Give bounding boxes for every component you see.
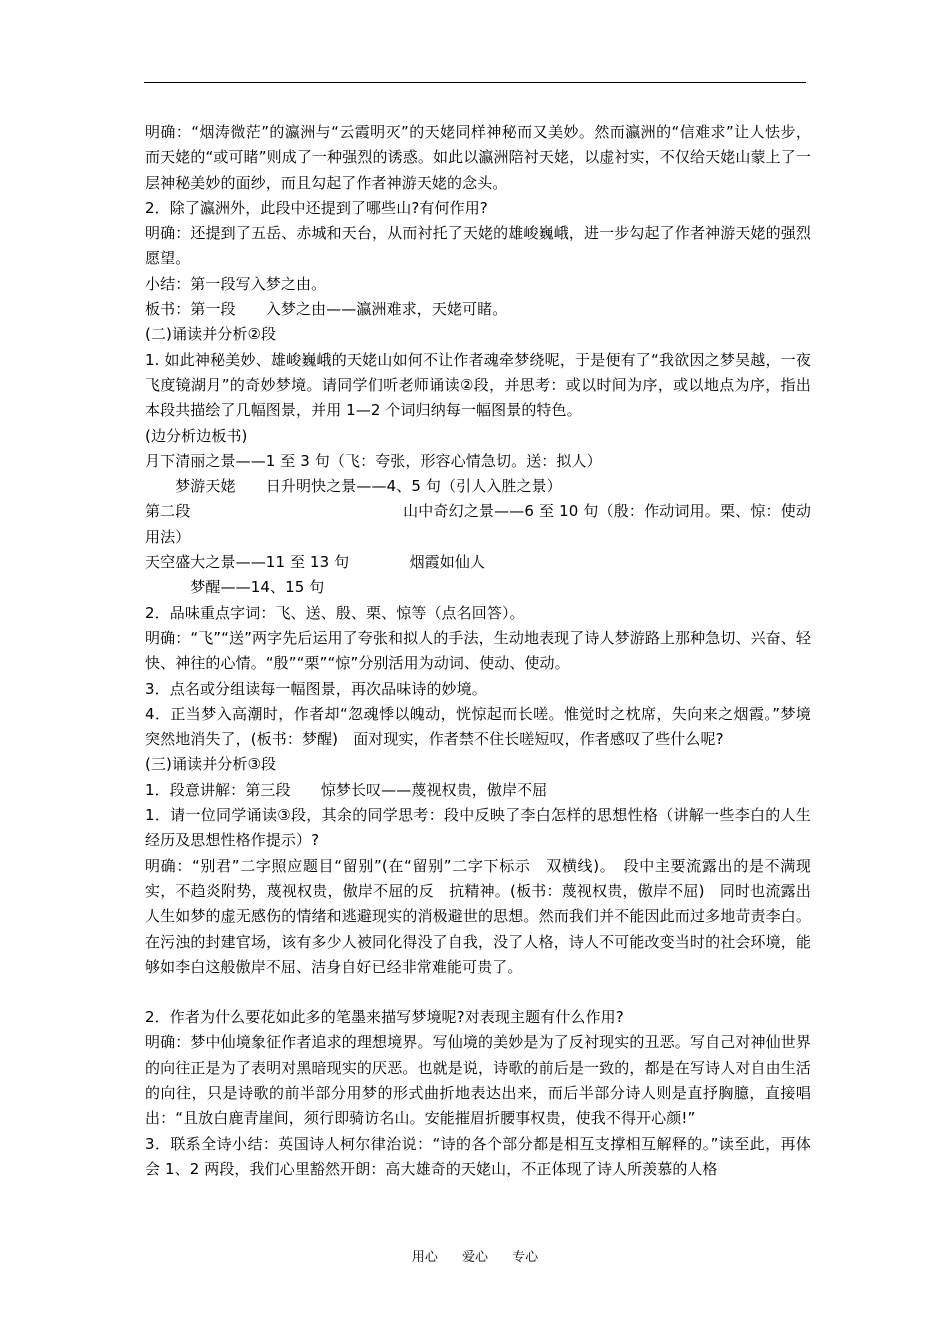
footer-item: 用心 [411, 1250, 438, 1265]
paragraph: 1．请一位同学诵读③段，其余的同学思考：段中反映了李白怎样的思想性格（讲解一些李白的人生经历及思想性格作提示）? [145, 806, 811, 850]
paragraph: 2．品味重点字词：飞、送、殷、栗、惊等（点名回答）。 [145, 603, 525, 622]
board-line: 天空盛大之景——11 至 13 句 烟霞如仙人 [145, 553, 486, 572]
paragraph: 小结：第一段写入梦之由。 [145, 274, 327, 293]
board-line: 梦游天姥 日升明快之景——4、5 句（引人入胜之景） [145, 477, 562, 496]
section-heading: (三)诵读并分析③段 [145, 755, 277, 774]
document-body [145, 120, 811, 1182]
paragraph: 1．段意讲解：第三段 惊梦长叹——蔑视权贵，傲岸不屈 [145, 780, 548, 799]
paragraph: 明确：梦中仙境象征作者追求的理想境界。写仙境的美妙是为了反衬现实的丑恶。写自己对神仙世界的向往正是为了表明对黑暗现实的厌恶。也就是说，诗歌的前后是一致的，都是在写诗人对自由生活的向往，只是诗歌的前半部分用梦的形式曲折地表达出来，而后半部分诗人则是直抒胸臆，直接唱出：“且放白鹿青崖间，须行即骑访名山。安能摧眉折腰事权贵，使我不得开心颜!” [145, 1033, 811, 1128]
paragraph: (边分析边板书) [145, 426, 248, 445]
paragraph: 1. 如此神秘美妙、雄峻巍峨的天姥山如何不让作者魂牵梦绕呢，于是便有了“我欲因之梦吴越，一夜飞度镜湖月”的奇妙梦境。请同学们听老师诵读②段，并思考：或以时间为序，或以地点为序，指出本段共描绘了几幅图景，并用 1—2 个词归纳每一幅图景的特色。 [145, 350, 811, 420]
board-line: 梦醒——14、15 句 [145, 578, 325, 597]
paragraph: 板书：第一段 入梦之由——瀛洲难求，天姥可睹。 [145, 300, 508, 319]
footer-item: 爱心 [461, 1250, 488, 1265]
page-footer [0, 1246, 950, 1265]
section-heading: (二)诵读并分析②段 [145, 325, 277, 344]
paragraph: 2．除了瀛洲外，此段中还提到了哪些山?有何作用? [145, 198, 488, 217]
footer-item: 专心 [512, 1250, 539, 1265]
paragraph: 2．作者为什么要花如此多的笔墨来描写梦境呢?对表现主题有什么作用? [145, 1008, 624, 1027]
paragraph: 明确：“飞”“送”两字先后运用了夸张和拟人的手法，生动地表现了诗人梦游路上那种急切、兴奋、轻快、神往的心情。“殷”“栗”“惊”分别活用为动词、使动、使动。 [145, 628, 811, 673]
paragraph: 明确：还提到了五岳、赤城和天台，从而衬托了天姥的雄峻巍峨，进一步勾起了作者神游天姥的强烈愿望。 [145, 224, 811, 268]
board-line: 月下清丽之景——1 至 3 句（飞：夸张，形容心情急切。送：拟人） [145, 451, 602, 470]
paragraph: 4．正当梦入高潮时，作者却“忽魂悸以魄动，恍惊起而长嗟。惟觉时之枕席，失向来之烟霞。”梦境突然地消失了，(板书：梦醒) 面对现实，作者禁不住长嗟短叹，作者感叹了些什么呢? [145, 704, 811, 749]
paragraph: 3．点名或分组读每一幅图景，再次品味诗的妙境。 [145, 679, 487, 698]
paragraph: 明确：“别君”二字照应题目“留别”(在“留别”二字下标示 双横线)。 段中主要流露出的是不满现实，不趋炎附势，蔑视权贵，傲岸不屈的反 抗精神。(板书：蔑视权贵，傲岸不屈) 同时也流露出人生如梦的虚无感伤的情绪和逃避现实的消极避世的思想。然而我们并不能因此而过多地苛责李白。在污浊的封建官场，该有多少人被同化得没了自我，没了人格，诗人不可能改变当时的社会环境，能够如李白这般傲岸不屈、洁身自好已经非常难能可贵了。 [145, 856, 811, 976]
header-rule [144, 82, 806, 83]
board-line: 第二段 山中奇幻之景——6 至 10 句（殷：作动词用。栗、惊：使动用法） [145, 502, 811, 546]
paragraph: 3．联系全诗小结：英国诗人柯尔律治说：“诗的各个部分都是相互支撑相互解释的。”读至此，再体会 1、2 两段，我们心里豁然开朗：高大雄奇的天姥山，不正体现了诗人所羡慕的人格 [145, 1134, 811, 1178]
paragraph: 明确：“烟涛微茫”的瀛洲与“云霞明灭”的天姥同样神秘而又美妙。然而瀛洲的“信难求”让人怯步，而天姥的“或可睹”则成了一种强烈的诱惑。如此以瀛洲陪衬天姥，以虚衬实，不仅给天姥山蒙上了一层神秘美妙的面纱，而且勾起了作者神游天姥的念头。 [145, 123, 811, 192]
